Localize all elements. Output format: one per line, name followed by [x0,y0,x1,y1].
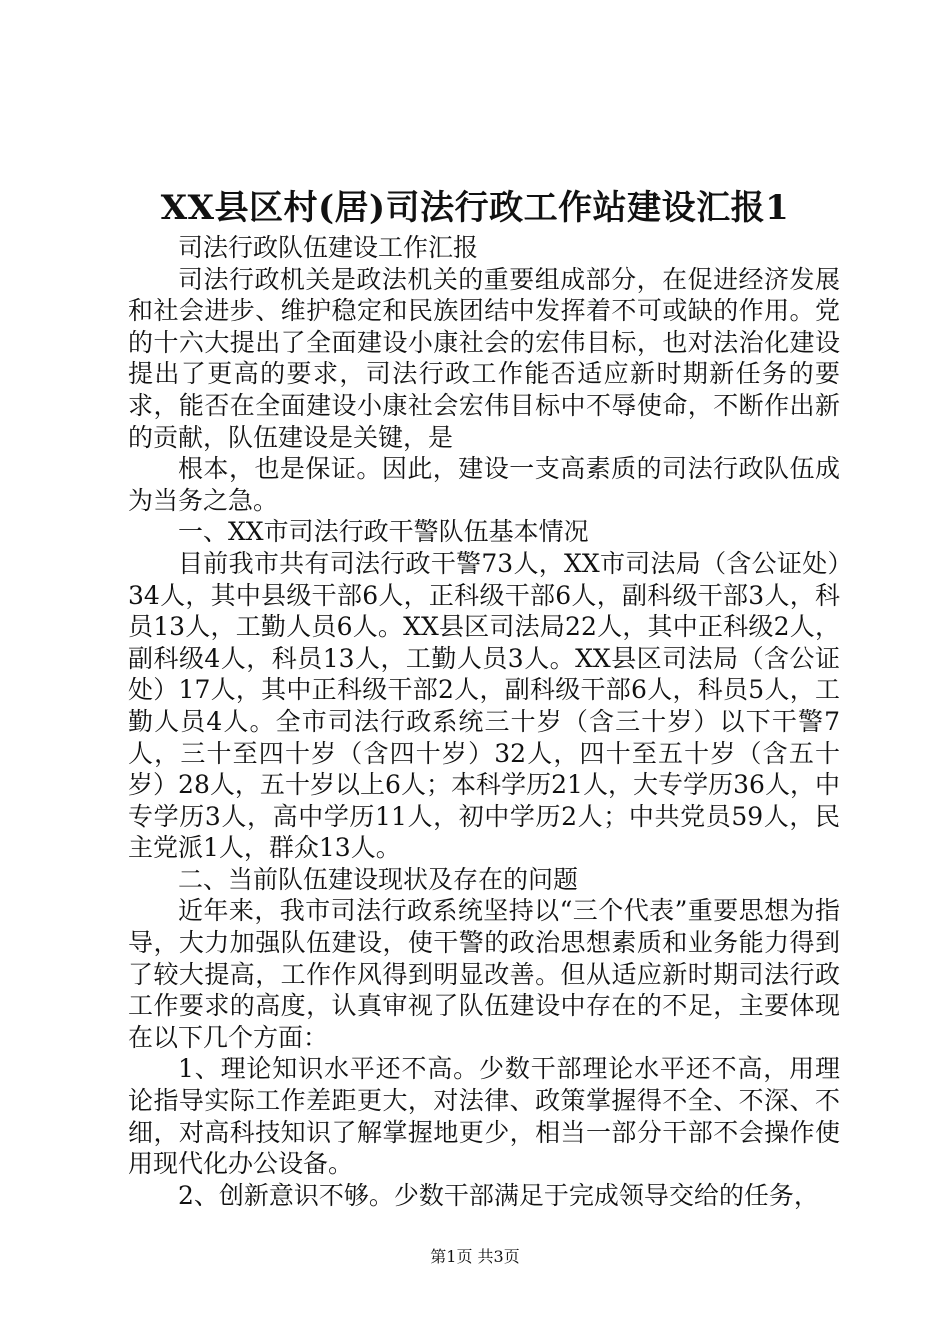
paragraph-intro: 司法行政机关是政法机关的重要组成部分，在促进经济发展和社会进步、维护稳定和民族团结中发挥着不可或缺的作用。党的十六大提出了全面建设小康社会的宏伟目标，也对法治化建设提出了更高的要求，司法行政工作能否适应新时期新任务的要求，能否在全面建设小康社会宏伟目标中不辱使命，不断作出新的贡献，队伍建设是关键，是 [128,264,840,452]
page-footer: 第1页 共3页 [430,1247,520,1266]
paragraph-subtitle: 司法行政队伍建设工作汇报 [178,233,479,262]
paragraph-current-status: 近年来，我市司法行政系统坚持以“三个代表”重要思想为指导，大力加强队伍建设，使干警的政治思想素质和业务能力得到了较大提高，工作作风得到明显改善。但从适应新时期司法行政工作要求的高度，认真审视了队伍建设中存在的不足，主要体现在以下几个方面： [128,896,840,1052]
section-heading-2: 二、当前队伍建设现状及存在的问题 [178,864,579,894]
section-heading-1: 一、XX市司法行政干警队伍基本情况 [178,517,589,547]
document-body [128,232,840,1211]
paragraph-staff-statistics: 目前我市共有司法行政干警73人，XX市司法局（含公证处）34人，其中县级干部6人，正科级干部6人，副科级干部3人，科员13人，工勤人员6人。XX县区司法局22人，其中正科级2人，副科级4人，科员13人，工勤人员3人。XX县区司法局（含公证处）17人，其中正科级干部2人，副科级干部6人，科员5人，工勤人员4人。全市司法行政系统三十岁（含三十岁）以下干警7人，三十至四十岁（含四十岁）32人，四十至五十岁（含五十岁）28人，五十岁以上6人；本科学历21人，大专学历36人，中专学历3人，高中学历11人，初中学历2人；中共党员59人，民主党派1人，群众13人。 [128,548,840,863]
paragraph-issue-1: 1、理论知识水平还不高。少数干部理论水平还不高，用理论指导实际工作差距更大，对法律、政策掌握得不全、不深、不细，对高科技知识了解掌握地更少，相当一部分干部不会操作使用现代化办公设备。 [128,1054,840,1179]
document-title: XX县区村(居)司法行政工作站建设汇报1 [160,188,790,228]
paragraph-intro-continued: 根本，也是保证。因此，建设一支高素质的司法行政队伍成为当务之急。 [128,454,840,515]
paragraph-issue-2: 2、创新意识不够。少数干部满足于完成领导交给的任务， [178,1180,819,1210]
